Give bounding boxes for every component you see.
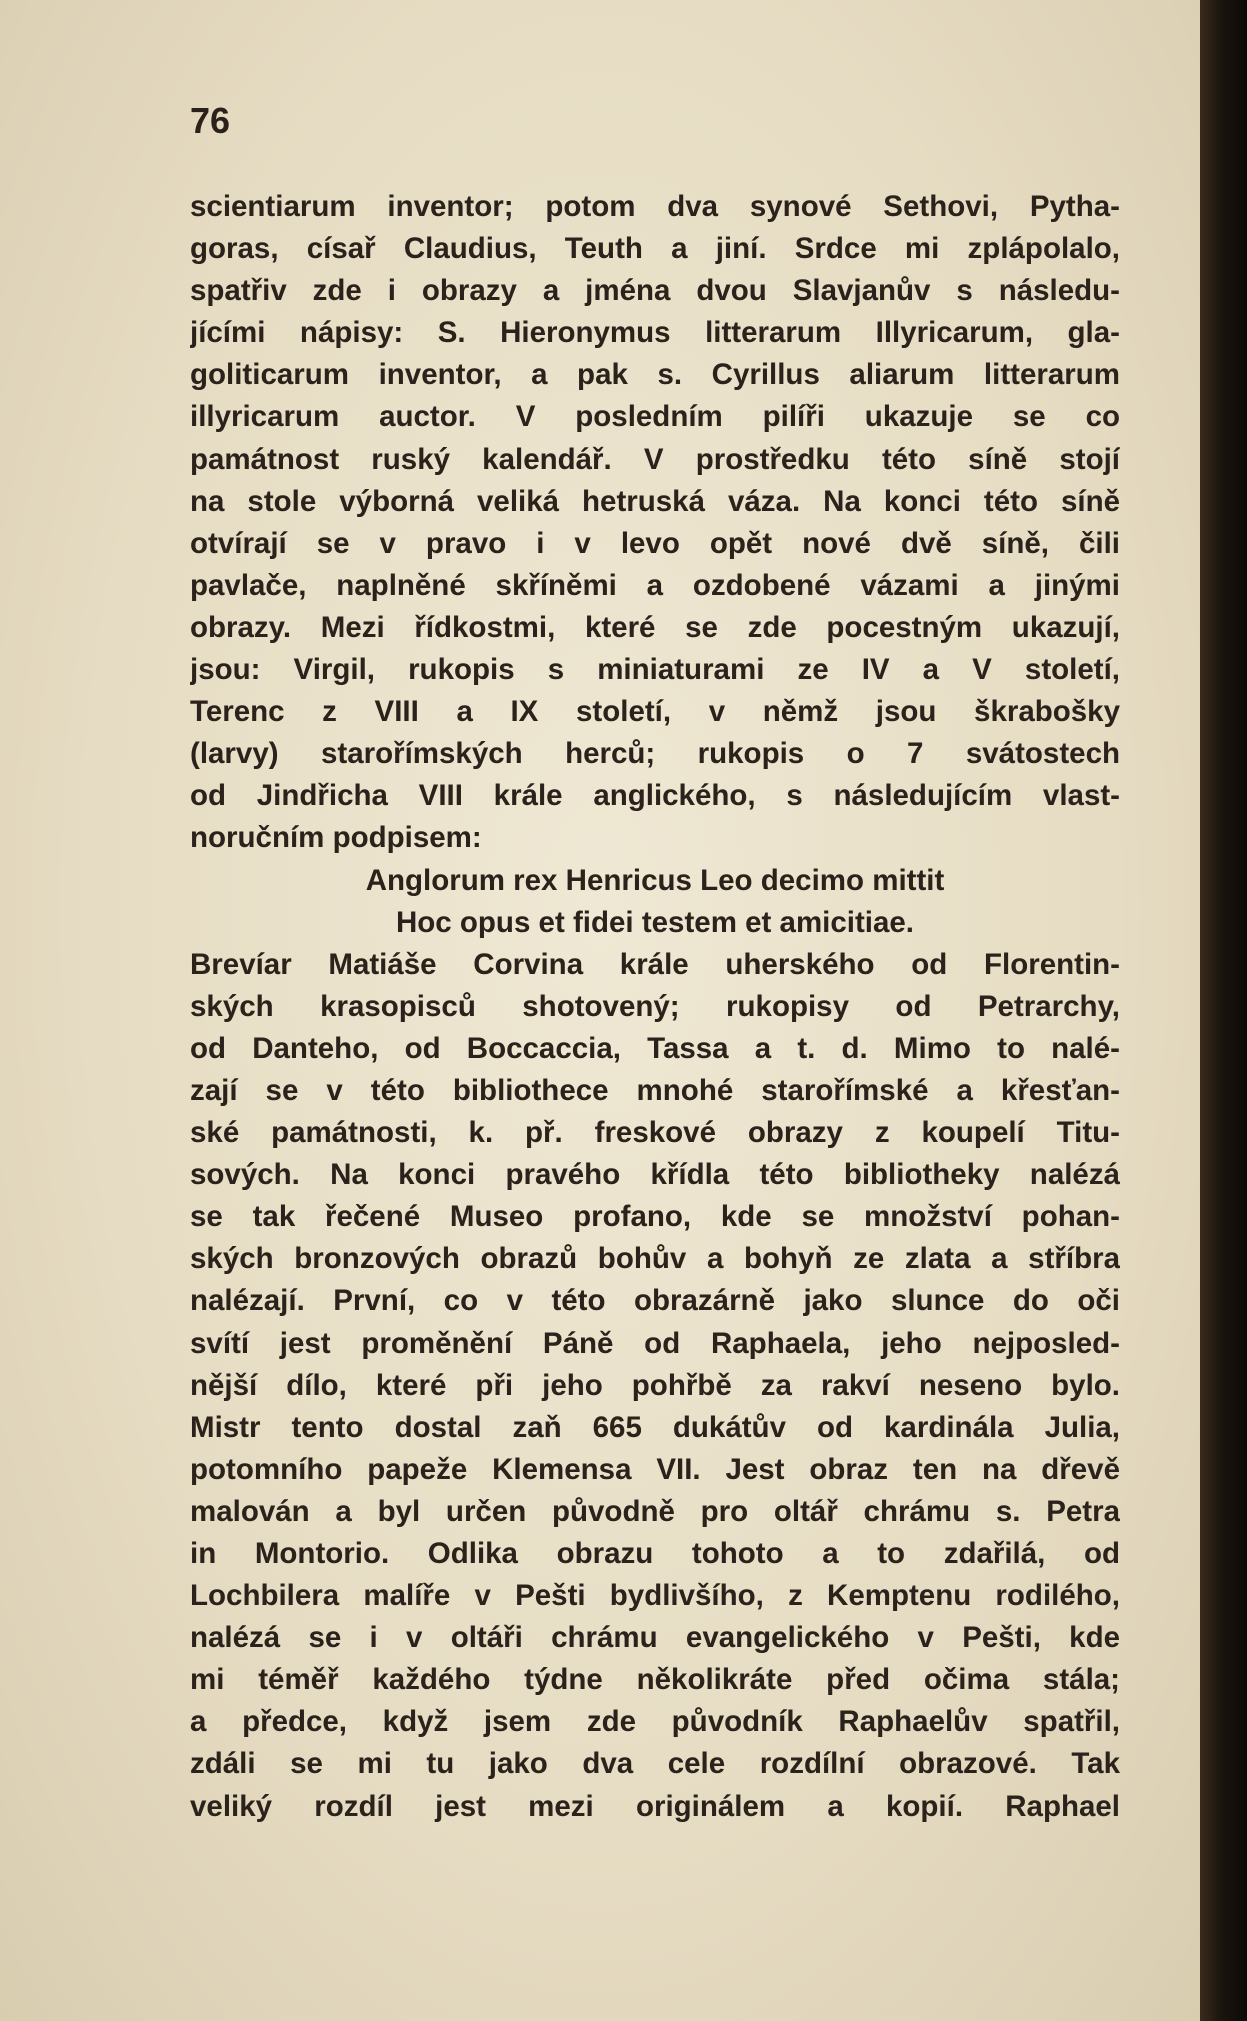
text-line: jícími nápisy: S. Hieronymus litterarum Illyricarum, gla- [190,316,1120,350]
text-line: potomního papeže Klemensa VII. Jest obraz ten na dřevě [190,1452,1120,1486]
verse-line: Hoc opus et fidei testem et amicitiae. [395,905,915,939]
text-line: Terenc z VIII a IX století, v němž jsou škrabošky [190,695,1120,729]
text-line: goras, císař Claudius, Teuth a jiní. Srdce mi zplápolalo, [190,232,1120,266]
page-number: 76 [190,100,231,141]
text-line: ských bronzových obrazů bohův a bohyň ze zlata a stříbra [190,1242,1120,1276]
text-line: sových. Na konci pravého křídla této bibliotheky nalézá [190,1158,1120,1192]
text-line: a předce, když jsem zde původník Raphaelův spatřil, [190,1705,1120,1739]
text-line: goliticarum inventor, a pak s. Cyrillus aliarum litterarum [190,358,1120,392]
text-line: in Montorio. Odlika obrazu tohoto a to zdařilá, od [190,1537,1120,1570]
text-line: obrazy. Mezi řídkostmi, které se zde pocestným ukazují, [190,610,1120,644]
text-line: spatřiv zde i obrazy a jména dvou Slavjanův s následu- [190,274,1120,308]
text-line: se tak řečené Museo profano, kde se množství pohan- [190,1200,1120,1234]
text-line: zají se v této bibliothece mnohé starořímské a křesťan- [190,1073,1120,1107]
text-line: mi téměř každého týdne několikráte před očima stála; [190,1663,1120,1697]
text-line: otvírají se v pravo i v levo opět nové dvě síně, čili [190,526,1120,560]
text-line: illyricarum auctor. V posledním pilíři ukazuje se co [190,400,1120,434]
text-line: památnost ruský kalendář. V prostředku této síně stojí [190,442,1120,476]
text-line: ských krasopisců shotovený; rukopisy od Petrarchy, [190,989,1120,1023]
text-line: scientiarum inventor; potom dva synové Sethovi, Pytha- [190,190,1120,223]
text-line: Lochbilera malíře v Pešti bydlivšího, z Kemptenu rodilého, [190,1579,1120,1613]
text-line: malován a byl určen původně pro oltář chrámu s. Petra [190,1494,1120,1528]
text-line: zdáli se mi tu jako dva cele rozdílní obrazové. Tak [190,1747,1120,1781]
text-line: nější dílo, které při jeho pohřbě za rakví neseno bylo. [190,1368,1120,1402]
text-line: nalézá se i v oltáři chrámu evangelického v Pešti, kde [190,1621,1120,1655]
text-line: od Jindřicha VIII krále anglického, s následujícím vlast- [190,779,1120,813]
verse-line: Anglorum rex Henricus Leo decimo mittit [365,863,945,897]
text-line: od Danteho, od Boccaccia, Tassa a t. d. Mimo to nalé- [190,1031,1120,1065]
text-line: veliký rozdíl jest mezi originálem a kopií. Raphael [190,1789,1120,1823]
book-spine-shadow [1200,0,1247,2021]
text-line: ské památnosti, k. př. freskové obrazy z koupelí Titu- [190,1116,1120,1150]
text-line: Mistr tento dostal zaň 665 dukátův od kardinála Julia, [190,1410,1120,1444]
text-line: Brevíar Matiáše Corvina krále uherského od Florentin- [190,947,1120,981]
text-line: (larvy) starořímských herců; rukopis o 7 svátostech [190,737,1120,771]
text-line: svítí jest proměnění Páně od Raphaela, jeho nejposled- [190,1326,1120,1360]
text-line: noručním podpisem: [190,821,482,855]
text-line: pavlače, naplněné skříněmi a ozdobené vázami a jinými [190,568,1120,602]
body-text [190,186,1120,1828]
text-line: nalézají. První, co v této obrazárně jako slunce do oči [190,1284,1120,1318]
text-line: jsou: Virgil, rukopis s miniaturami ze IV a V století, [190,653,1120,687]
text-line: na stole výborná veliká hetruská váza. Na konci této síně [190,484,1120,518]
